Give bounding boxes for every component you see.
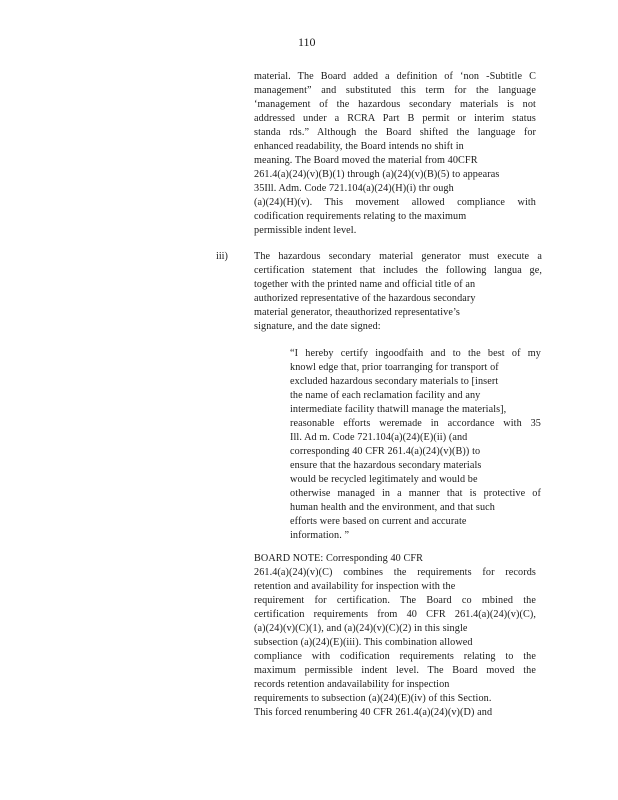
text-line: intermediate facility thatwill manage the materials],: [290, 404, 507, 415]
text-line: retention and availability for inspection with the: [254, 581, 456, 592]
text-line: subsection (a)(24)(E)(iii). This combination allowed: [254, 637, 473, 648]
text-line: ‘management of the hazardous secondary materials is not: [254, 99, 536, 110]
text-line: 35Ill. Adm. Code 721.104(a)(24)(H)(i) thr ough: [254, 183, 454, 194]
text-line: together with the printed name and official title of an: [254, 279, 476, 290]
page-number: 110: [298, 35, 316, 49]
text-line: This forced renumbering 40 CFR 261.4(a)(24)(v)(D) and: [254, 707, 493, 718]
text-line: reasonable efforts weremade in accordance with 35: [290, 418, 541, 429]
text-line: certification statement that includes the following langua ge,: [254, 265, 542, 276]
text-line: requirement for certification. The Board co mbined the: [254, 595, 536, 606]
text-line: would be recycled legitimately and would be: [290, 474, 478, 485]
list-item-marker: iii): [216, 251, 228, 262]
text-line: the name of each reclamation facility and any: [290, 390, 481, 401]
text-line: otherwise managed in a manner that is protective of: [290, 488, 541, 499]
text-line: maximum permissible indent level. The Board moved the: [254, 665, 536, 676]
text-line: BOARD NOTE: Corresponding 40 CFR: [254, 553, 424, 564]
text-line: meaning. The Board moved the material from 40CFR: [254, 155, 478, 166]
text-line: human health and the environment, and that such: [290, 502, 495, 513]
text-line: standa rds.” Although the Board shifted the language for: [254, 127, 536, 138]
text-line: The hazardous secondary material generator must execute a: [254, 251, 542, 262]
certification-quote: [290, 347, 541, 543]
text-line: information. ”: [290, 530, 350, 541]
text-line: certification requirements from 40 CFR 261.4(a)(24)(v)(C),: [254, 609, 536, 620]
text-line: 261.4(a)(24)(v)(C) combines the requirements for records: [254, 567, 536, 578]
text-line: records retention andavailability for inspection: [254, 679, 450, 690]
text-line: (a)(24)(v)(C)(1), and (a)(24)(v)(C)(2) in this single: [254, 623, 468, 634]
text-line: 261.4(a)(24)(v)(B)(1) through (a)(24)(v)(B)(5) to appearas: [254, 169, 500, 180]
text-line: material generator, theauthorized representative’s: [254, 307, 460, 318]
text-line: (a)(24)(H)(v). This movement allowed compliance with: [254, 197, 536, 208]
text-line: ensure that the hazardous secondary materials: [290, 460, 482, 471]
paragraph-material-explanation: [254, 70, 536, 238]
text-line: permissible indent level.: [254, 225, 357, 236]
text-line: compliance with codification requirements relating to the: [254, 651, 536, 662]
text-line: corresponding 40 CFR 261.4(a)(24)(v)(B)) to: [290, 446, 481, 457]
text-line: Ill. Ad m. Code 721.104(a)(24)(E)(ii) (and: [290, 432, 468, 443]
text-line: management” and substituted this term for the language: [254, 85, 536, 96]
text-line: signature, and the date signed:: [254, 321, 381, 332]
text-line: requirements to subsection (a)(24)(E)(iv) of this Section.: [254, 693, 492, 704]
paragraph-certification-requirement: [254, 250, 542, 334]
text-line: addressed under a RCRA Part B permit or interim status: [254, 113, 536, 124]
text-line: authorized representative of the hazardous secondary: [254, 293, 476, 304]
text-line: efforts were based on current and accurate: [290, 516, 467, 527]
text-line: enhanced readability, the Board intends no shift in: [254, 141, 464, 152]
text-line: excluded hazardous secondary materials to [insert: [290, 376, 499, 387]
paragraph-board-note: [254, 552, 536, 720]
text-line: codification requirements relating to the maximum: [254, 211, 467, 222]
text-line: knowl edge that, prior toarranging for transport of: [290, 362, 499, 373]
text-line: “I hereby certify ingoodfaith and to the best of my: [290, 348, 541, 359]
text-line: material. The Board added a definition of ‘non -Subtitle C: [254, 71, 536, 82]
